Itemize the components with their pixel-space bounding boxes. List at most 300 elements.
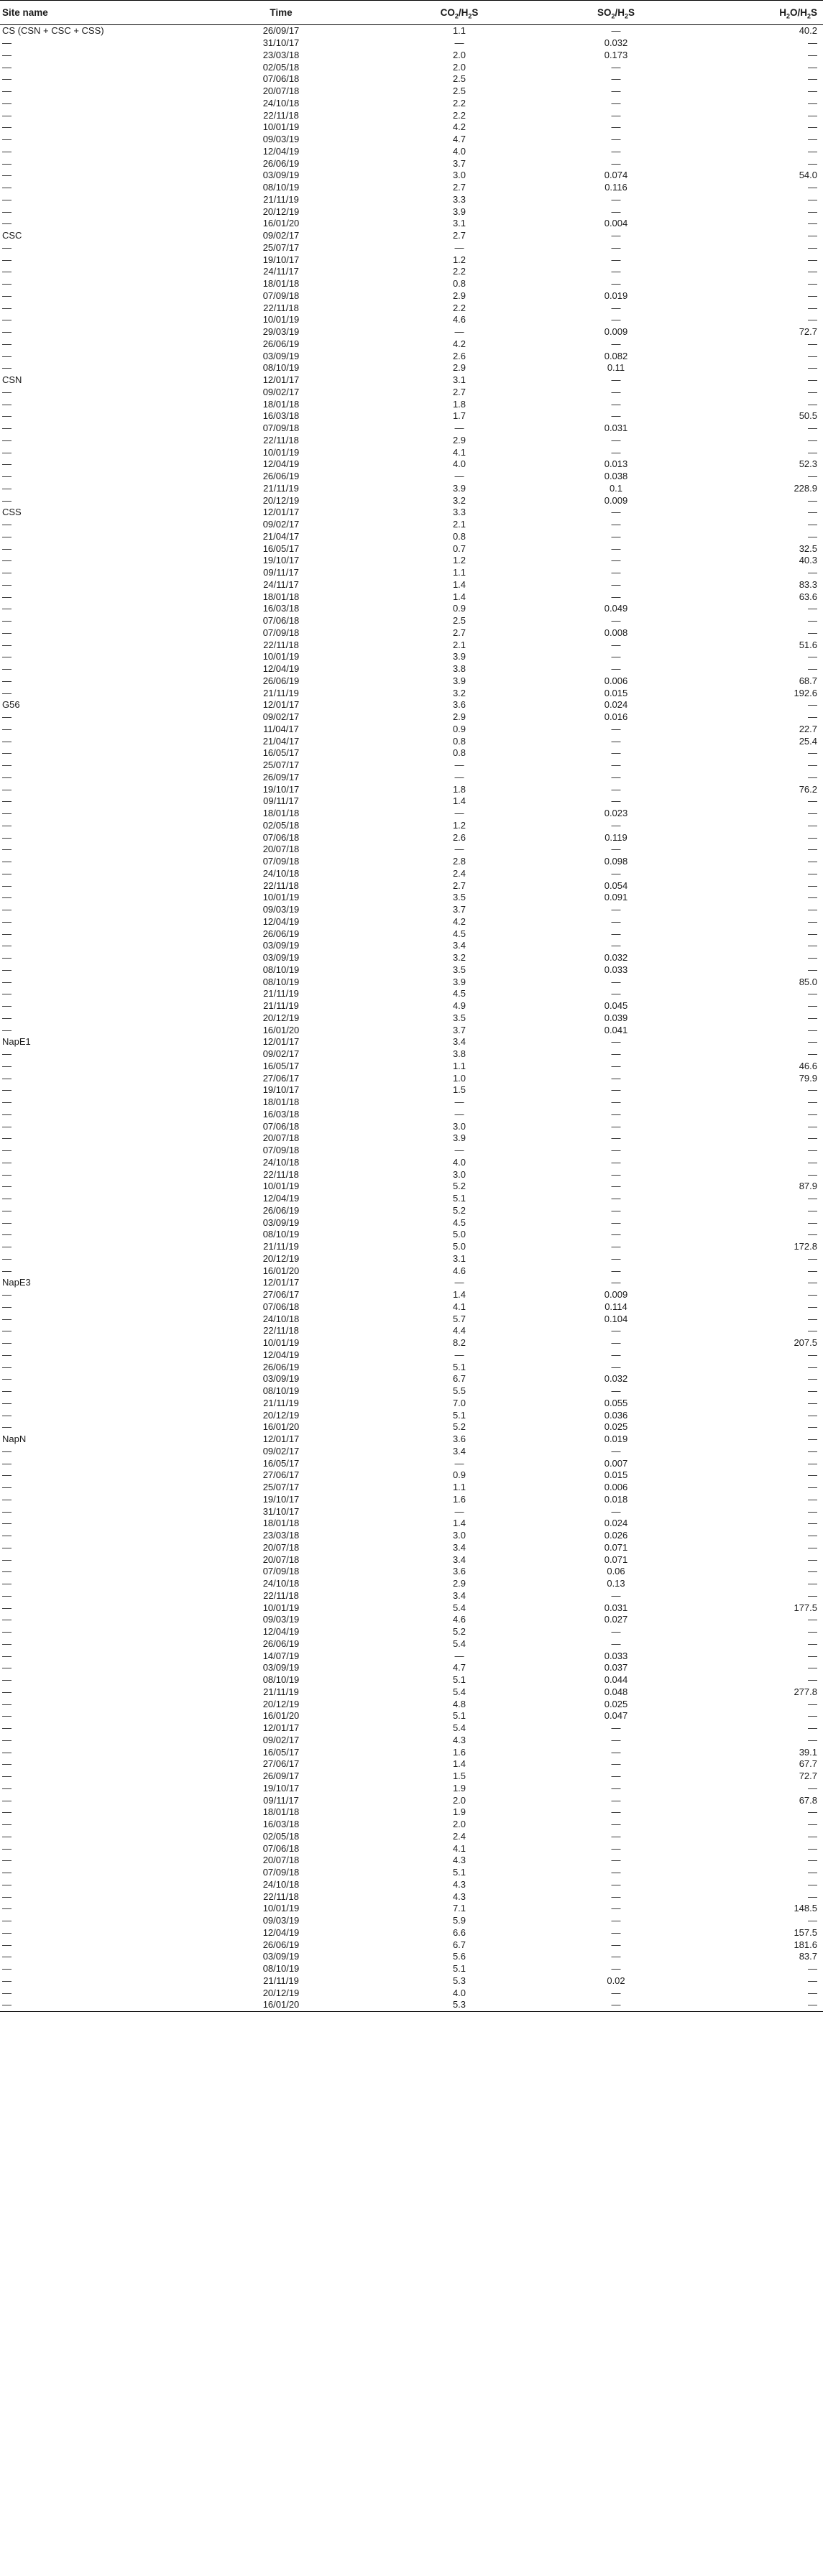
so2-h2s-cell: — bbox=[611, 1963, 621, 1975]
h2o-h2s-cell: — bbox=[808, 519, 817, 530]
table-row bbox=[0, 1674, 823, 1686]
table-row bbox=[0, 808, 823, 820]
site-name-cell: — bbox=[2, 314, 12, 326]
site-name-cell: — bbox=[2, 1012, 12, 1023]
co2-h2s-cell: 4.0 bbox=[452, 458, 466, 470]
time-cell: 10/01/19 bbox=[262, 446, 300, 458]
time-cell: 03/09/19 bbox=[262, 1217, 300, 1228]
time-cell: 10/01/19 bbox=[262, 651, 300, 663]
so2-h2s-cell: — bbox=[611, 735, 621, 747]
so2-h2s-cell: — bbox=[611, 904, 621, 915]
table-row bbox=[0, 146, 823, 158]
table-row bbox=[0, 326, 823, 338]
h2o-h2s-cell: — bbox=[808, 182, 817, 193]
co2-h2s-cell: 5.2 bbox=[452, 1626, 466, 1638]
time-cell: 25/07/17 bbox=[262, 241, 300, 253]
table-row bbox=[0, 206, 823, 218]
time-cell: 08/10/19 bbox=[262, 976, 300, 987]
time-cell: 03/09/19 bbox=[262, 1951, 300, 1962]
co2-h2s-cell: 1.1 bbox=[452, 1482, 466, 1493]
co2-h2s-cell: 5.2 bbox=[452, 1421, 466, 1433]
co2-h2s-cell: 4.5 bbox=[452, 1217, 466, 1228]
table-row bbox=[0, 1048, 823, 1061]
site-name-cell: — bbox=[2, 278, 12, 290]
co2-h2s-cell: 1.5 bbox=[452, 1771, 466, 1782]
co2-h2s-cell: 5.6 bbox=[452, 1951, 466, 1962]
time-cell: 19/10/17 bbox=[262, 783, 300, 795]
so2-h2s-cell: 0.009 bbox=[604, 494, 628, 506]
h2o-h2s-cell: 192.6 bbox=[794, 687, 817, 698]
h2o-h2s-cell: — bbox=[808, 193, 817, 205]
site-name-cell: — bbox=[2, 1217, 12, 1228]
h2o-h2s-cell: — bbox=[808, 1662, 817, 1674]
time-cell: 20/07/18 bbox=[262, 1855, 300, 1866]
so2-h2s-cell: — bbox=[534, 1999, 698, 2011]
co2-h2s-cell: 2.9 bbox=[452, 1578, 466, 1589]
h2o-h2s-cell: — bbox=[808, 1289, 817, 1301]
time-cell: 26/09/17 bbox=[262, 1771, 300, 1782]
h2o-h2s-cell: — bbox=[808, 1722, 817, 1734]
so2-h2s-cell: — bbox=[611, 1097, 621, 1108]
co2-h2s-cell: 3.6 bbox=[452, 1566, 466, 1577]
so2-h2s-cell: 0.104 bbox=[604, 1313, 628, 1324]
table-row bbox=[0, 1157, 823, 1169]
so2-h2s-cell: — bbox=[611, 109, 621, 121]
h2o-h2s-cell: — bbox=[808, 218, 817, 229]
co2-h2s-cell: 1.4 bbox=[452, 1289, 466, 1301]
site-name-cell: — bbox=[2, 1746, 12, 1758]
co2-h2s-cell: 2.4 bbox=[452, 867, 466, 879]
site-name-cell: — bbox=[2, 1505, 12, 1517]
time-cell: 07/06/18 bbox=[262, 1301, 300, 1312]
h2o-h2s-cell: 157.5 bbox=[794, 1926, 817, 1938]
site-name-cell: — bbox=[2, 1903, 12, 1914]
table-row bbox=[0, 471, 823, 483]
co2-h2s-cell: 5.4 bbox=[452, 1722, 466, 1734]
co2-h2s-cell: 5.1 bbox=[452, 1193, 466, 1204]
co2-h2s-cell: 4.0 bbox=[452, 1156, 466, 1168]
co2-h2s-cell: 0.7 bbox=[452, 543, 466, 554]
table-row bbox=[0, 1771, 823, 1783]
co2-h2s-cell: 0.8 bbox=[452, 735, 466, 747]
time-cell: 29/03/19 bbox=[262, 326, 300, 338]
site-name-cell: — bbox=[2, 904, 12, 915]
table-body bbox=[0, 25, 823, 2012]
h2o-h2s-cell: 67.8 bbox=[799, 1794, 817, 1806]
table-row bbox=[0, 1446, 823, 1458]
table-row bbox=[0, 1566, 823, 1578]
so2-h2s-cell: — bbox=[611, 1241, 621, 1252]
so2-h2s-cell: 0.027 bbox=[604, 1614, 628, 1625]
time-cell: 20/12/19 bbox=[262, 206, 300, 217]
table-row bbox=[0, 675, 823, 688]
co2-h2s-cell: 4.6 bbox=[452, 314, 466, 326]
time-cell: 16/03/18 bbox=[262, 1108, 300, 1120]
co2-h2s-cell: 5.4 bbox=[452, 1638, 466, 1649]
h2o-h2s-cell: 148.5 bbox=[794, 1903, 817, 1914]
time-cell: 02/05/18 bbox=[262, 61, 300, 73]
co2-h2s-cell: 3.6 bbox=[452, 1434, 466, 1445]
time-cell: 09/03/19 bbox=[262, 1915, 300, 1926]
time-cell: 24/11/17 bbox=[263, 578, 299, 590]
h2o-h2s-cell: — bbox=[808, 1987, 817, 1998]
so2-h2s-cell: — bbox=[611, 338, 621, 349]
site-name-cell: — bbox=[2, 1193, 12, 1204]
co2-h2s-cell: — bbox=[454, 326, 464, 338]
so2-h2s-cell: — bbox=[611, 1181, 621, 1192]
site-name-cell: — bbox=[2, 928, 12, 939]
time-cell: 10/01/19 bbox=[262, 1903, 300, 1914]
table-row bbox=[0, 73, 823, 86]
table-row bbox=[0, 1638, 823, 1651]
co2-h2s-cell: 2.0 bbox=[452, 61, 466, 73]
so2-h2s-cell: — bbox=[611, 1722, 621, 1734]
time-cell: 21/11/19 bbox=[263, 988, 299, 1000]
h2o-h2s-cell: — bbox=[808, 1578, 817, 1589]
site-name-cell: — bbox=[2, 134, 12, 145]
co2-h2s-cell: 1.8 bbox=[452, 398, 466, 410]
so2-h2s-cell: — bbox=[611, 1156, 621, 1168]
site-name-cell: — bbox=[2, 302, 12, 313]
h2o-h2s-cell: — bbox=[808, 1229, 817, 1240]
time-cell: 20/12/19 bbox=[262, 1252, 300, 1264]
time-cell: 18/01/18 bbox=[262, 1806, 300, 1818]
time-cell: 07/09/18 bbox=[262, 290, 300, 301]
time-cell: 12/04/19 bbox=[262, 663, 300, 675]
site-name-cell: — bbox=[2, 1445, 12, 1456]
time-cell: 26/06/19 bbox=[262, 1361, 300, 1372]
h2o-h2s-cell: — bbox=[808, 856, 817, 867]
table-row bbox=[0, 290, 823, 303]
header-co2-h2s: $CO_2/H_2S$ bbox=[385, 1, 534, 25]
table-row bbox=[0, 218, 823, 230]
so2-h2s-cell: 0.116 bbox=[604, 182, 627, 193]
co2-h2s-cell: 0.8 bbox=[452, 278, 466, 290]
so2-h2s-cell: — bbox=[611, 386, 621, 397]
co2-h2s-cell: 3.8 bbox=[452, 1048, 466, 1060]
time-cell: 22/11/18 bbox=[263, 1589, 299, 1601]
h2o-h2s-cell: 63.6 bbox=[799, 591, 817, 602]
table-row bbox=[0, 1819, 823, 1831]
co2-h2s-cell: 3.9 bbox=[452, 206, 466, 217]
so2-h2s-cell: — bbox=[611, 157, 621, 169]
table-row bbox=[0, 747, 823, 760]
h2o-h2s-cell: — bbox=[808, 1867, 817, 1878]
so2-h2s-cell: 0.074 bbox=[604, 170, 628, 181]
so2-h2s-cell: — bbox=[611, 1891, 621, 1902]
co2-h2s-cell: 2.6 bbox=[452, 350, 466, 361]
site-name-cell: — bbox=[2, 1289, 12, 1301]
table-row bbox=[0, 1987, 823, 1999]
table-row bbox=[0, 157, 823, 170]
h2o-h2s-cell: 228.9 bbox=[794, 482, 817, 494]
h2o-h2s-cell: — bbox=[808, 711, 817, 723]
table-row bbox=[0, 278, 823, 290]
so2-h2s-cell: — bbox=[611, 1385, 621, 1397]
table-row bbox=[0, 1867, 823, 1879]
co2-h2s-cell: 4.3 bbox=[452, 1855, 466, 1866]
so2-h2s-cell: 0.06 bbox=[607, 1566, 625, 1577]
time-cell: 10/01/19 bbox=[262, 1181, 300, 1192]
table-row bbox=[0, 711, 823, 724]
co2-h2s-cell: 1.4 bbox=[452, 1758, 466, 1770]
so2-h2s-cell: — bbox=[611, 1361, 621, 1372]
site-name-cell: CSN bbox=[2, 374, 22, 386]
time-cell: 09/03/19 bbox=[262, 1614, 300, 1625]
time-cell: 16/01/20 bbox=[262, 1710, 300, 1722]
table-row bbox=[0, 1891, 823, 1903]
h2o-h2s-cell: 207.5 bbox=[794, 1337, 817, 1349]
table-row bbox=[0, 639, 823, 651]
so2-h2s-cell: — bbox=[611, 1782, 621, 1793]
co2-h2s-cell: 3.0 bbox=[452, 170, 466, 181]
site-name-cell: — bbox=[2, 1794, 12, 1806]
table-row bbox=[0, 374, 823, 387]
time-cell: 20/12/19 bbox=[262, 1698, 300, 1709]
table-row bbox=[0, 1662, 823, 1674]
table-row bbox=[0, 1193, 823, 1205]
co2-h2s-cell: 1.0 bbox=[452, 1072, 466, 1084]
h2o-h2s-cell: — bbox=[808, 964, 817, 975]
time-cell: 03/09/19 bbox=[262, 940, 300, 951]
site-name-cell: — bbox=[2, 915, 12, 927]
h2o-h2s-cell: — bbox=[808, 1830, 817, 1842]
table-row bbox=[0, 1024, 823, 1036]
h2o-h2s-cell: — bbox=[808, 867, 817, 879]
time-cell: 07/09/18 bbox=[262, 1867, 300, 1878]
co2-h2s-cell: 1.4 bbox=[452, 578, 466, 590]
co2-h2s-cell: 5.3 bbox=[385, 1999, 534, 2011]
co2-h2s-cell: 3.7 bbox=[452, 904, 466, 915]
site-name-cell: — bbox=[2, 362, 12, 374]
so2-h2s-cell: 0.032 bbox=[604, 952, 628, 964]
site-name-cell: — bbox=[2, 1806, 12, 1818]
co2-h2s-cell: 3.3 bbox=[452, 193, 466, 205]
time-cell: 26/06/19 bbox=[262, 675, 300, 686]
so2-h2s-cell: 0.036 bbox=[604, 1409, 628, 1421]
table-row bbox=[0, 964, 823, 977]
so2-h2s-cell: 0.047 bbox=[604, 1710, 628, 1722]
time-cell: 19/10/17 bbox=[262, 1493, 300, 1505]
h2o-h2s-cell: — bbox=[808, 302, 817, 313]
time-cell: 16/01/20 bbox=[262, 1265, 300, 1276]
time-cell: 26/06/19 bbox=[262, 1939, 300, 1950]
table-row bbox=[0, 338, 823, 351]
site-name-cell: — bbox=[2, 1939, 12, 1950]
co2-h2s-cell: 5.1 bbox=[452, 1867, 466, 1878]
so2-h2s-cell: 0.024 bbox=[604, 1518, 628, 1529]
co2-h2s-cell: 5.2 bbox=[452, 1204, 466, 1216]
time-cell: 09/02/17 bbox=[262, 1048, 300, 1060]
so2-h2s-cell: — bbox=[611, 446, 621, 458]
table-row bbox=[0, 880, 823, 892]
time-cell: 21/11/19 bbox=[263, 1397, 299, 1408]
time-cell: 21/11/19 bbox=[263, 193, 299, 205]
h2o-h2s-cell: 87.9 bbox=[799, 1181, 817, 1192]
co2-h2s-cell: 7.1 bbox=[452, 1903, 466, 1914]
site-name-cell: — bbox=[2, 831, 12, 843]
site-name-cell: — bbox=[2, 1048, 12, 1060]
h2o-h2s-cell: — bbox=[808, 1012, 817, 1023]
time-cell: 26/06/19 bbox=[262, 1638, 300, 1649]
co2-h2s-cell: 5.1 bbox=[452, 1409, 466, 1421]
time-cell: 07/06/18 bbox=[262, 1120, 300, 1132]
site-name-cell: — bbox=[2, 49, 12, 60]
so2-h2s-cell: — bbox=[611, 591, 621, 602]
h2o-h2s-cell: — bbox=[808, 760, 817, 771]
h2o-h2s-cell: — bbox=[808, 398, 817, 410]
time-cell: 12/04/19 bbox=[262, 1626, 300, 1638]
h2o-h2s-cell: — bbox=[808, 1855, 817, 1866]
h2o-h2s-cell: — bbox=[808, 121, 817, 133]
so2-h2s-cell: — bbox=[611, 844, 621, 855]
site-name-cell: — bbox=[2, 1373, 12, 1385]
site-name-cell: — bbox=[2, 1541, 12, 1553]
co2-h2s-cell: 8.2 bbox=[452, 1337, 466, 1349]
table-row bbox=[0, 1783, 823, 1795]
h2o-h2s-cell: — bbox=[808, 651, 817, 663]
table-row bbox=[0, 1879, 823, 1891]
site-name-cell: — bbox=[2, 771, 12, 783]
h2o-h2s-cell: — bbox=[808, 1505, 817, 1517]
h2o-h2s-cell: — bbox=[808, 1806, 817, 1818]
table-row bbox=[0, 651, 823, 663]
h2o-h2s-cell: 177.5 bbox=[794, 1602, 817, 1613]
h2o-h2s-cell: — bbox=[808, 1782, 817, 1793]
so2-h2s-cell: — bbox=[611, 1626, 621, 1638]
time-cell: 03/09/19 bbox=[262, 1662, 300, 1674]
h2o-h2s-cell: — bbox=[808, 1493, 817, 1505]
co2-h2s-cell: 2.5 bbox=[452, 73, 466, 85]
h2o-h2s-cell: — bbox=[808, 1445, 817, 1456]
so2-h2s-cell: — bbox=[611, 976, 621, 987]
time-cell: 10/01/19 bbox=[262, 892, 300, 903]
so2-h2s-cell: — bbox=[611, 615, 621, 627]
time-cell: 24/10/18 bbox=[262, 1313, 300, 1324]
site-name-cell: — bbox=[2, 434, 12, 446]
co2-h2s-cell: 5.4 bbox=[452, 1686, 466, 1697]
co2-h2s-cell: 4.7 bbox=[452, 1662, 466, 1674]
table-row bbox=[0, 1650, 823, 1662]
h2o-h2s-cell: — bbox=[808, 1252, 817, 1264]
site-name-cell: — bbox=[2, 1867, 12, 1878]
site-name-cell: — bbox=[2, 1301, 12, 1312]
co2-h2s-cell: 4.5 bbox=[452, 928, 466, 939]
time-cell: 18/01/18 bbox=[262, 808, 300, 819]
h2o-h2s-cell: — bbox=[808, 206, 817, 217]
h2o-h2s-cell: — bbox=[808, 940, 817, 951]
table-row bbox=[0, 483, 823, 495]
so2-h2s-cell: 0.119 bbox=[604, 831, 627, 843]
time-cell: 07/09/18 bbox=[262, 856, 300, 867]
so2-h2s-cell: 0.038 bbox=[604, 471, 628, 482]
so2-h2s-cell: 0.071 bbox=[604, 1541, 628, 1553]
site-name-cell: NapE3 bbox=[2, 1277, 31, 1288]
so2-h2s-cell: 0.044 bbox=[604, 1674, 628, 1686]
table-row bbox=[0, 170, 823, 182]
table-row bbox=[0, 988, 823, 1000]
so2-h2s-cell: 0.041 bbox=[604, 1024, 628, 1035]
h2o-h2s-cell: — bbox=[808, 1048, 817, 1060]
co2-h2s-cell: — bbox=[454, 241, 464, 253]
so2-h2s-cell: 0.006 bbox=[604, 675, 628, 686]
table-row bbox=[0, 1975, 823, 1988]
co2-h2s-cell: 5.2 bbox=[452, 1181, 466, 1192]
h2o-h2s-cell: — bbox=[808, 747, 817, 759]
co2-h2s-cell: 5.4 bbox=[452, 1602, 466, 1613]
so2-h2s-cell: — bbox=[611, 266, 621, 277]
table-row bbox=[0, 844, 823, 856]
time-cell: 07/06/18 bbox=[262, 1842, 300, 1854]
so2-h2s-cell: — bbox=[611, 1819, 621, 1830]
site-name-cell: — bbox=[2, 1589, 12, 1601]
table-row bbox=[0, 1072, 823, 1084]
so2-h2s-cell: — bbox=[611, 1939, 621, 1950]
table-row bbox=[0, 1939, 823, 1951]
site-name-cell: — bbox=[2, 1975, 12, 1986]
time-cell: 21/11/19 bbox=[263, 1686, 299, 1697]
h2o-h2s-cell: — bbox=[808, 1457, 817, 1469]
h2o-h2s-cell: 40.2 bbox=[799, 25, 817, 37]
co2-h2s-cell: 5.5 bbox=[452, 1385, 466, 1397]
table-row bbox=[0, 892, 823, 904]
co2-h2s-cell: 4.9 bbox=[452, 1000, 466, 1012]
so2-h2s-cell: — bbox=[611, 374, 621, 386]
h2o-h2s-cell: 72.7 bbox=[799, 326, 817, 338]
time-cell: 20/07/18 bbox=[262, 86, 300, 97]
h2o-h2s-cell: — bbox=[808, 1277, 817, 1288]
table-row bbox=[0, 134, 823, 146]
table-row bbox=[0, 350, 823, 362]
table-row bbox=[0, 1494, 823, 1506]
so2-h2s-cell: — bbox=[611, 1204, 621, 1216]
h2o-h2s-cell: 39.1 bbox=[799, 1746, 817, 1758]
site-name-cell: — bbox=[2, 1518, 12, 1529]
time-cell: 03/09/19 bbox=[262, 1373, 300, 1385]
so2-h2s-cell: — bbox=[611, 1265, 621, 1276]
site-name-cell: — bbox=[2, 1819, 12, 1830]
site-name-cell: — bbox=[2, 458, 12, 470]
site-name-cell: — bbox=[2, 723, 12, 734]
so2-h2s-cell: — bbox=[611, 1193, 621, 1204]
time-cell: 22/11/18 bbox=[263, 302, 299, 313]
time-cell: 03/09/19 bbox=[262, 170, 300, 181]
site-name-cell: — bbox=[2, 1145, 12, 1156]
co2-h2s-cell: 1.2 bbox=[452, 819, 466, 831]
h2o-h2s-cell: — bbox=[808, 157, 817, 169]
co2-h2s-cell: 4.0 bbox=[452, 1987, 466, 1998]
so2-h2s-cell: — bbox=[611, 760, 621, 771]
table-row bbox=[0, 398, 823, 410]
site-name-cell: — bbox=[2, 1469, 12, 1481]
co2-h2s-cell: 2.8 bbox=[452, 856, 466, 867]
co2-h2s-cell: 2.7 bbox=[452, 230, 466, 241]
time-cell: 02/05/18 bbox=[262, 819, 300, 831]
h2o-h2s-cell: — bbox=[808, 928, 817, 939]
so2-h2s-cell: — bbox=[611, 1048, 621, 1060]
co2-h2s-cell: 3.3 bbox=[452, 507, 466, 518]
so2-h2s-cell: — bbox=[611, 230, 621, 241]
h2o-h2s-cell: — bbox=[808, 507, 817, 518]
co2-h2s-cell: 3.7 bbox=[452, 1024, 466, 1035]
so2-h2s-cell: 0.031 bbox=[604, 423, 628, 434]
h2o-h2s-cell: — bbox=[808, 1518, 817, 1529]
co2-h2s-cell: 4.5 bbox=[452, 988, 466, 1000]
h2o-h2s-cell: — bbox=[808, 1819, 817, 1830]
h2o-h2s-cell: — bbox=[808, 1734, 817, 1745]
site-name-cell: — bbox=[2, 254, 12, 265]
co2-h2s-cell: 3.8 bbox=[452, 663, 466, 675]
